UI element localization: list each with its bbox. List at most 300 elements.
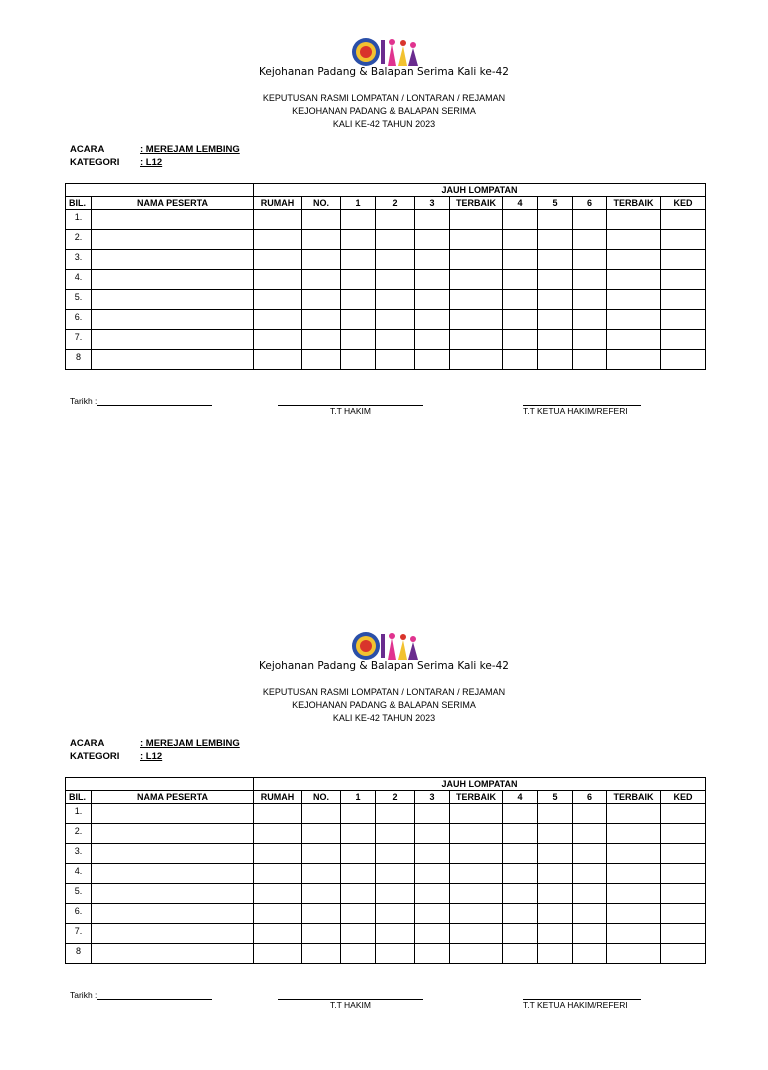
entry-cell[interactable] [254,864,302,884]
col-terbaik-2: TERBAIK [607,791,661,804]
row-number: 2. [66,824,92,844]
heading-line-1: KEPUTUSAN RASMI LOMPATAN / LONTARAN / REJAMAN [262,687,506,697]
entry-cell[interactable] [92,924,254,944]
entry-cell[interactable] [661,250,706,270]
entry-cell[interactable] [376,250,415,270]
table-row [66,330,706,350]
entry-cell[interactable] [341,944,376,964]
ketua-signature[interactable] [523,396,641,416]
entry-cell[interactable] [607,330,661,350]
meet-title: Kejohanan Padang & Balapan Serima Kali ke-42 [259,660,509,672]
entry-cell[interactable] [415,824,450,844]
entry-cell[interactable] [92,944,254,964]
entry-cell[interactable] [503,350,538,370]
entry-cell[interactable] [376,904,415,924]
entry-cell[interactable] [661,330,706,350]
entry-cell[interactable] [607,864,661,884]
event-info [70,737,240,763]
hakim-signature-line[interactable] [278,396,423,406]
heading-line-1: KEPUTUSAN RASMI LOMPATAN / LONTARAN / REJAMAN [262,93,506,103]
entry-cell[interactable] [450,290,503,310]
entry-cell[interactable] [661,350,706,370]
entry-cell[interactable] [415,350,450,370]
table-row [66,924,706,944]
row-number: 1. [66,210,92,230]
entry-cell[interactable] [450,844,503,864]
col-attempt-6: 6 [573,791,607,804]
kategori-value: : L12 [140,157,163,168]
entry-cell[interactable] [573,904,607,924]
entry-cell[interactable] [376,330,415,350]
entry-cell[interactable] [302,944,341,964]
entry-cell[interactable] [376,824,415,844]
group-header: JAUH LOMPATAN [254,778,706,791]
entry-cell[interactable] [503,290,538,310]
header-blank [66,778,254,791]
entry-cell[interactable] [538,944,573,964]
entry-cell[interactable] [661,864,706,884]
entry-cell[interactable] [376,230,415,250]
header-blank [66,184,254,197]
entry-cell[interactable] [661,270,706,290]
entry-cell[interactable] [341,310,376,330]
entry-cell[interactable] [538,864,573,884]
entry-cell[interactable] [92,350,254,370]
row-number: 7. [66,924,92,944]
row-number: 5. [66,884,92,904]
entry-cell[interactable] [450,330,503,350]
col-nama-peserta: NAMA PESERTA [92,791,254,804]
entry-cell[interactable] [376,270,415,290]
entry-cell[interactable] [415,804,450,824]
entry-cell[interactable] [573,330,607,350]
entry-cell[interactable] [341,350,376,370]
entry-cell[interactable] [341,864,376,884]
entry-cell[interactable] [661,884,706,904]
entry-cell[interactable] [503,270,538,290]
table-row [66,310,706,330]
entry-cell[interactable] [538,904,573,924]
entry-cell[interactable] [302,844,341,864]
table-row [66,230,706,250]
entry-cell[interactable] [573,884,607,904]
entry-cell[interactable] [415,944,450,964]
entry-cell[interactable] [607,270,661,290]
entry-cell[interactable] [573,844,607,864]
entry-cell[interactable] [302,350,341,370]
entry-cell[interactable] [376,844,415,864]
table-row [66,270,706,290]
entry-cell[interactable] [341,884,376,904]
col-attempt-2: 2 [376,197,415,210]
acara-value: : MEREJAM LEMBING [140,738,240,749]
entry-cell[interactable] [254,804,302,824]
acara-label: ACARA [70,738,105,749]
entry-cell[interactable] [450,924,503,944]
row-number: 2. [66,230,92,250]
entry-cell[interactable] [254,904,302,924]
entry-cell[interactable] [503,904,538,924]
entry-cell[interactable] [92,290,254,310]
col-rumah: RUMAH [254,791,302,804]
entry-cell[interactable] [92,844,254,864]
entry-cell[interactable] [254,330,302,350]
entry-cell[interactable] [302,804,341,824]
entry-cell[interactable] [607,824,661,844]
kategori-label: KATEGORI [70,157,120,168]
entry-cell[interactable] [503,310,538,330]
table-row [66,824,706,844]
table-row [66,904,706,924]
entry-cell[interactable] [254,270,302,290]
entry-cell[interactable] [254,350,302,370]
entry-cell[interactable] [415,230,450,250]
entry-cell[interactable] [302,310,341,330]
hakim-signature-line[interactable] [278,990,423,1000]
entry-cell[interactable] [538,290,573,310]
col-attempt-6: 6 [573,197,607,210]
col-attempt-4: 4 [503,197,538,210]
entry-cell[interactable] [302,864,341,884]
entry-cell[interactable] [538,350,573,370]
entry-cell[interactable] [376,864,415,884]
entry-cell[interactable] [376,944,415,964]
entry-cell[interactable] [450,884,503,904]
entry-cell[interactable] [341,250,376,270]
entry-cell[interactable] [376,884,415,904]
entry-cell[interactable] [503,844,538,864]
row-number: 4. [66,270,92,290]
entry-cell[interactable] [607,944,661,964]
col-attempt-3: 3 [415,197,450,210]
table-row [66,350,706,370]
table-row [66,864,706,884]
entry-cell[interactable] [573,230,607,250]
entry-cell[interactable] [661,230,706,250]
event-info [70,143,240,169]
row-number: 4. [66,864,92,884]
entry-cell[interactable] [538,330,573,350]
entry-cell[interactable] [607,884,661,904]
table-row [66,250,706,270]
entry-cell[interactable] [538,884,573,904]
table-row [66,290,706,310]
entry-cell[interactable] [341,824,376,844]
entry-cell[interactable] [503,864,538,884]
entry-cell[interactable] [302,924,341,944]
row-number: 6. [66,310,92,330]
entry-cell[interactable] [302,290,341,310]
official-results-heading [0,686,768,725]
col-rumah: RUMAH [254,197,302,210]
row-number: 3. [66,844,92,864]
ketua-signature-line[interactable] [523,990,641,1000]
entry-cell[interactable] [573,350,607,370]
entry-cell[interactable] [92,884,254,904]
entry-cell[interactable] [450,250,503,270]
entry-cell[interactable] [92,330,254,350]
row-number: 8 [66,944,92,964]
entry-cell[interactable] [92,210,254,230]
row-number: 1. [66,804,92,824]
entry-cell[interactable] [607,904,661,924]
tarikh-field[interactable] [70,396,212,406]
entry-cell[interactable] [92,230,254,250]
table-body [66,210,706,370]
entry-cell[interactable] [415,864,450,884]
tarikh-line[interactable] [97,405,212,406]
entry-cell[interactable] [302,210,341,230]
acara-label: ACARA [70,144,105,155]
entry-cell[interactable] [254,290,302,310]
entry-cell[interactable] [254,944,302,964]
entry-cell[interactable] [607,310,661,330]
row-number: 3. [66,250,92,270]
entry-cell[interactable] [341,924,376,944]
entry-cell[interactable] [92,824,254,844]
entry-cell[interactable] [415,330,450,350]
col-attempt-5: 5 [538,791,573,804]
entry-cell[interactable] [92,250,254,270]
entry-cell[interactable] [376,804,415,824]
tarikh-label: Tarikh : [70,396,98,406]
entry-cell[interactable] [254,844,302,864]
entry-cell[interactable] [661,210,706,230]
entry-cell[interactable] [538,210,573,230]
entry-cell[interactable] [538,310,573,330]
entry-cell[interactable] [503,230,538,250]
entry-cell[interactable] [538,804,573,824]
entry-cell[interactable] [376,290,415,310]
entry-cell[interactable] [415,250,450,270]
heading-line-3: KALI KE-42 TAHUN 2023 [332,119,436,129]
entry-cell[interactable] [415,310,450,330]
entry-cell[interactable] [503,944,538,964]
entry-cell[interactable] [450,230,503,250]
entry-cell[interactable] [341,270,376,290]
entry-cell[interactable] [450,350,503,370]
heading-line-2: KEJOHANAN PADANG & BALAPAN SERIMA [292,106,476,116]
entry-cell[interactable] [661,944,706,964]
entry-cell[interactable] [376,350,415,370]
heading-line-3: KALI KE-42 TAHUN 2023 [332,713,436,723]
results-table [65,183,706,370]
entry-cell[interactable] [450,804,503,824]
entry-cell[interactable] [450,904,503,924]
entry-cell[interactable] [503,884,538,904]
table-row [66,210,706,230]
entry-cell[interactable] [450,824,503,844]
entry-cell[interactable] [503,824,538,844]
entry-cell[interactable] [661,290,706,310]
entry-cell[interactable] [302,270,341,290]
entry-cell[interactable] [503,210,538,230]
entry-cell[interactable] [302,230,341,250]
col-attempt-2: 2 [376,791,415,804]
entry-cell[interactable] [607,924,661,944]
col-attempt-1: 1 [341,791,376,804]
entry-cell[interactable] [538,230,573,250]
col-bil: BIL. [66,197,92,210]
hakim-label: T.T HAKIM [330,406,371,416]
tarikh-field[interactable] [70,990,212,1000]
entry-cell[interactable] [573,944,607,964]
school-sports-logo [350,630,420,662]
tarikh-line[interactable] [97,999,212,1000]
school-sports-logo [350,36,420,68]
col-attempt-5: 5 [538,197,573,210]
table-row [66,884,706,904]
entry-cell[interactable] [254,210,302,230]
entry-cell[interactable] [503,924,538,944]
col-attempt-1: 1 [341,197,376,210]
entry-cell[interactable] [607,290,661,310]
entry-cell[interactable] [450,864,503,884]
entry-cell[interactable] [302,250,341,270]
entry-cell[interactable] [573,270,607,290]
entry-cell[interactable] [661,904,706,924]
entry-cell[interactable] [376,924,415,944]
entry-cell[interactable] [607,350,661,370]
tarikh-label: Tarikh : [70,990,98,1000]
table-row [66,844,706,864]
entry-cell[interactable] [503,330,538,350]
entry-cell[interactable] [573,924,607,944]
hakim-signature[interactable] [278,396,423,416]
col-terbaik-2: TERBAIK [607,197,661,210]
table-row [66,804,706,824]
results-table [65,777,706,964]
entry-cell[interactable] [450,210,503,230]
kategori-label: KATEGORI [70,751,120,762]
entry-cell[interactable] [661,824,706,844]
entry-cell[interactable] [538,924,573,944]
table-row [66,944,706,964]
entry-cell[interactable] [573,290,607,310]
entry-cell[interactable] [376,310,415,330]
entry-cell[interactable] [573,804,607,824]
results-sheet-1 [0,36,768,476]
entry-cell[interactable] [415,884,450,904]
entry-cell[interactable] [538,824,573,844]
entry-cell[interactable] [415,210,450,230]
heading-line-2: KEJOHANAN PADANG & BALAPAN SERIMA [292,700,476,710]
entry-cell[interactable] [415,904,450,924]
entry-cell[interactable] [92,270,254,290]
entry-cell[interactable] [341,210,376,230]
entry-cell[interactable] [450,944,503,964]
row-number: 8 [66,350,92,370]
entry-cell[interactable] [302,824,341,844]
entry-cell[interactable] [450,310,503,330]
col-no: NO. [302,197,341,210]
results-sheet-2 [0,630,768,1070]
col-terbaik-1: TERBAIK [450,197,503,210]
col-ked: KED [661,791,706,804]
kategori-value: : L12 [140,751,163,762]
entry-cell[interactable] [254,250,302,270]
entry-cell[interactable] [661,844,706,864]
entry-cell[interactable] [415,924,450,944]
ketua-label: T.T KETUA HAKIM/REFERI [523,1000,628,1010]
acara-value: : MEREJAM LEMBING [140,144,240,155]
entry-cell[interactable] [415,844,450,864]
entry-cell[interactable] [538,250,573,270]
entry-cell[interactable] [92,310,254,330]
entry-cell[interactable] [254,310,302,330]
entry-cell[interactable] [573,250,607,270]
col-bil: BIL. [66,791,92,804]
entry-cell[interactable] [302,330,341,350]
col-nama-peserta: NAMA PESERTA [92,197,254,210]
col-attempt-3: 3 [415,791,450,804]
entry-cell[interactable] [302,904,341,924]
entry-cell[interactable] [573,864,607,884]
row-number: 6. [66,904,92,924]
entry-cell[interactable] [538,270,573,290]
entry-cell[interactable] [607,804,661,824]
row-number: 7. [66,330,92,350]
col-ked: KED [661,197,706,210]
ketua-signature[interactable] [523,990,641,1010]
entry-cell[interactable] [92,904,254,924]
col-terbaik-1: TERBAIK [450,791,503,804]
entry-cell[interactable] [607,230,661,250]
entry-cell[interactable] [254,824,302,844]
entry-cell[interactable] [341,330,376,350]
entry-cell[interactable] [92,804,254,824]
entry-cell[interactable] [573,310,607,330]
col-no: NO. [302,791,341,804]
entry-cell[interactable] [661,310,706,330]
entry-cell[interactable] [302,884,341,904]
entry-cell[interactable] [254,884,302,904]
official-results-heading [0,92,768,131]
entry-cell[interactable] [415,270,450,290]
hakim-label: T.T HAKIM [330,1000,371,1010]
entry-cell[interactable] [254,230,302,250]
entry-cell[interactable] [341,230,376,250]
entry-cell[interactable] [254,924,302,944]
entry-cell[interactable] [341,844,376,864]
entry-cell[interactable] [341,904,376,924]
entry-cell[interactable] [573,210,607,230]
entry-cell[interactable] [661,924,706,944]
hakim-signature[interactable] [278,990,423,1010]
entry-cell[interactable] [607,210,661,230]
entry-cell[interactable] [538,844,573,864]
entry-cell[interactable] [503,804,538,824]
group-header: JAUH LOMPATAN [254,184,706,197]
entry-cell[interactable] [415,290,450,310]
entry-cell[interactable] [607,250,661,270]
entry-cell[interactable] [503,250,538,270]
entry-cell[interactable] [92,864,254,884]
entry-cell[interactable] [341,290,376,310]
row-number: 5. [66,290,92,310]
entry-cell[interactable] [376,210,415,230]
ketua-label: T.T KETUA HAKIM/REFERI [523,406,628,416]
entry-cell[interactable] [341,804,376,824]
ketua-signature-line[interactable] [523,396,641,406]
entry-cell[interactable] [607,844,661,864]
entry-cell[interactable] [573,824,607,844]
entry-cell[interactable] [661,804,706,824]
col-attempt-4: 4 [503,791,538,804]
table-body [66,804,706,964]
entry-cell[interactable] [450,270,503,290]
meet-title: Kejohanan Padang & Balapan Serima Kali ke-42 [259,66,509,78]
